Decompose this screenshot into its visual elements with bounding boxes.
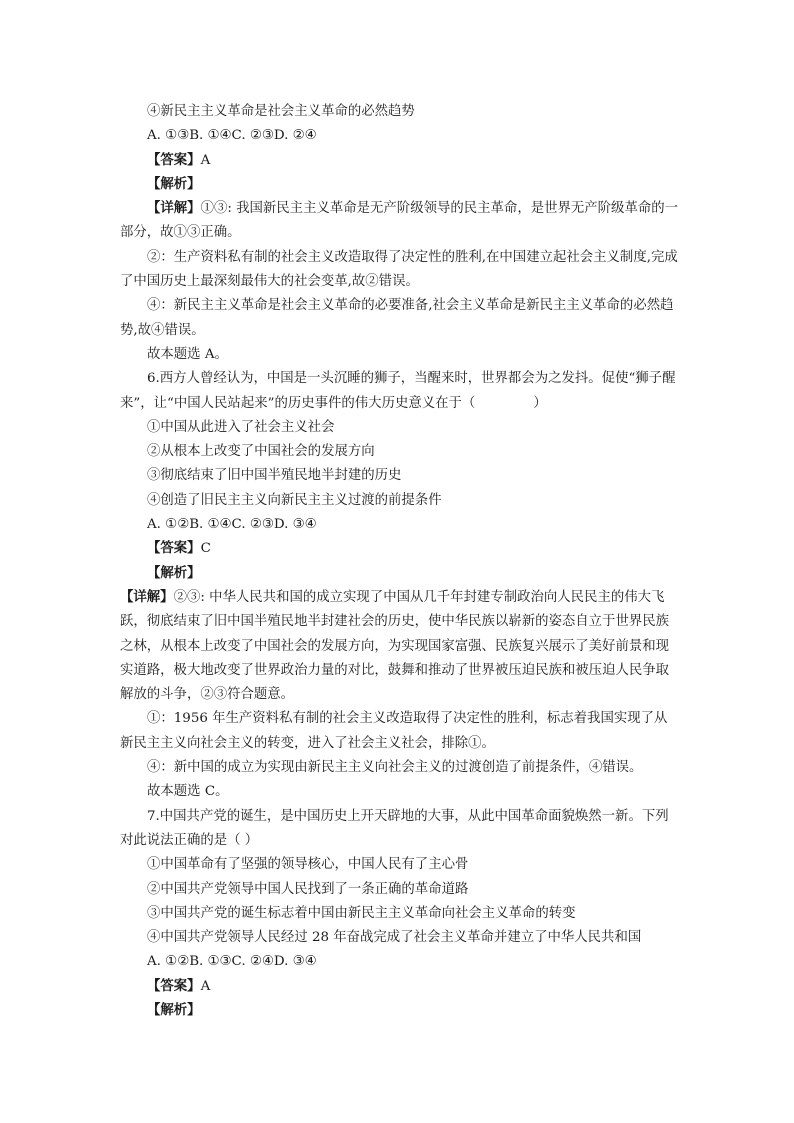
- q7-item-1: ①中国革命有了坚强的领导核心，中国人民有了主心骨: [147, 857, 469, 873]
- q5-analysis-heading: [120, 173, 680, 197]
- answer-tag: 【答案】: [147, 978, 201, 994]
- q6-stem-close: ）: [533, 395, 547, 411]
- q5-item-4: ④新民主主义革命是社会主义革命的必然趋势: [147, 104, 415, 119]
- q7-options: A. ①②B. ①③C. ②④D. ③④: [147, 954, 317, 970]
- q5-options: A. ①③B. ①④C. ②③D. ②④: [147, 128, 317, 144]
- q6-answer: [120, 537, 680, 561]
- detail-text: ②③: 中华人民共和国的成立实现了中国从几千年封建专制政治向人民民主的伟大飞跃，彻底结束了旧中国半殖民地半封建社会的历史，使中华民族以崭新的姿态自立于世界民族之林，从根本上改变了中国社会的发展方向，为实现国家富强、民族复兴展示了美好前景和现实道路，极大地改变了世界政治力量的对比，鼓舞和推动了世界被压迫民族和被压迫人民争取解放的斗争，②③符合题意。: [120, 589, 670, 703]
- q6-item-1: ①中国从此进入了社会主义社会: [147, 419, 335, 435]
- q6-detail-1: [120, 586, 680, 707]
- detail-text: ①③: 我国新民主主义革命是无产阶级领导的民主革命，是世界无产阶级革命的一部分，故①③正确。: [120, 201, 678, 241]
- document-content: [120, 100, 680, 1023]
- q6-stem: [120, 367, 680, 416]
- q6-analysis-heading: [120, 562, 680, 586]
- q5-detail-3: ④：新民主主义革命是社会主义革命的必要准备,社会主义革命是新民主主义革命的必然趋势,故④错误。: [120, 298, 674, 338]
- detail-tag: 【详解】: [120, 589, 174, 605]
- answer-value: C: [200, 541, 211, 557]
- q6-item-2: ②从根本上改变了中国社会的发展方向: [147, 444, 375, 460]
- answer-tag: 【答案】: [147, 541, 201, 557]
- analysis-tag: 【解析】: [147, 565, 201, 581]
- q7-stem: 7.中国共产党的诞生，是中国历史上开天辟地的大事，从此中国革命面貌焕然一新。下列对此说法正确的是（ ）: [120, 808, 669, 848]
- q7-item-3: ③中国共产党的诞生标志着中国由新民主主义革命向社会主义革命的转变: [147, 905, 576, 921]
- q6-item-3: ③彻底结束了旧中国半殖民地半封建的历史: [147, 468, 402, 484]
- q6-conclusion: 故本题选 C。: [147, 784, 229, 800]
- answer-value: A: [200, 152, 211, 168]
- q6-detail-2: ①：1956 年生产资料私有制的社会主义改造取得了决定性的胜利，标志着我国实现了从新民主主义向社会主义的转变，进入了社会主义社会，排除①。: [120, 711, 668, 751]
- q6-options: A. ①②B. ①④C. ②③D. ③④: [147, 517, 317, 533]
- q7-analysis-heading: [120, 999, 680, 1023]
- q5-conclusion: 故本题选 A。: [147, 346, 228, 362]
- q6-detail-3: ④：新中国的成立为实现由新民主主义向社会主义的过渡创造了前提条件，④错误。: [147, 760, 643, 776]
- q6-item-4: ④创造了旧民主主义向新民主主义过渡的前提条件: [147, 492, 442, 508]
- answer-value: A: [200, 978, 211, 994]
- q7-item-4: ④中国共产党领导人民经过 28 年奋战完成了社会主义革命并建立了中华人民共和国: [147, 930, 642, 946]
- q7-item-2: ②中国共产党领导中国人民找到了一条正确的革命道路: [147, 881, 469, 897]
- q5-detail-1: [120, 197, 680, 246]
- analysis-tag: 【解析】: [147, 176, 201, 192]
- q6-stem-text: 6.西方人曾经认为，中国是一头沉睡的狮子，当醒来时，世界都会为之发抖。促使“狮子醒来”，让“中国人民站起来”的历史事件的伟大历史意义在于（: [120, 371, 676, 411]
- q5-detail-2: ②：生产资料私有制的社会主义改造取得了决定性的胜利,在中国建立起社会主义制度,完成了中国历史上最深刻最伟大的社会变革,故②错误。: [120, 249, 678, 290]
- q5-answer: [120, 149, 680, 173]
- answer-tag: 【答案】: [147, 152, 201, 168]
- detail-tag: 【详解】: [147, 201, 201, 217]
- q7-answer: [120, 975, 680, 999]
- analysis-tag: 【解析】: [147, 1002, 201, 1018]
